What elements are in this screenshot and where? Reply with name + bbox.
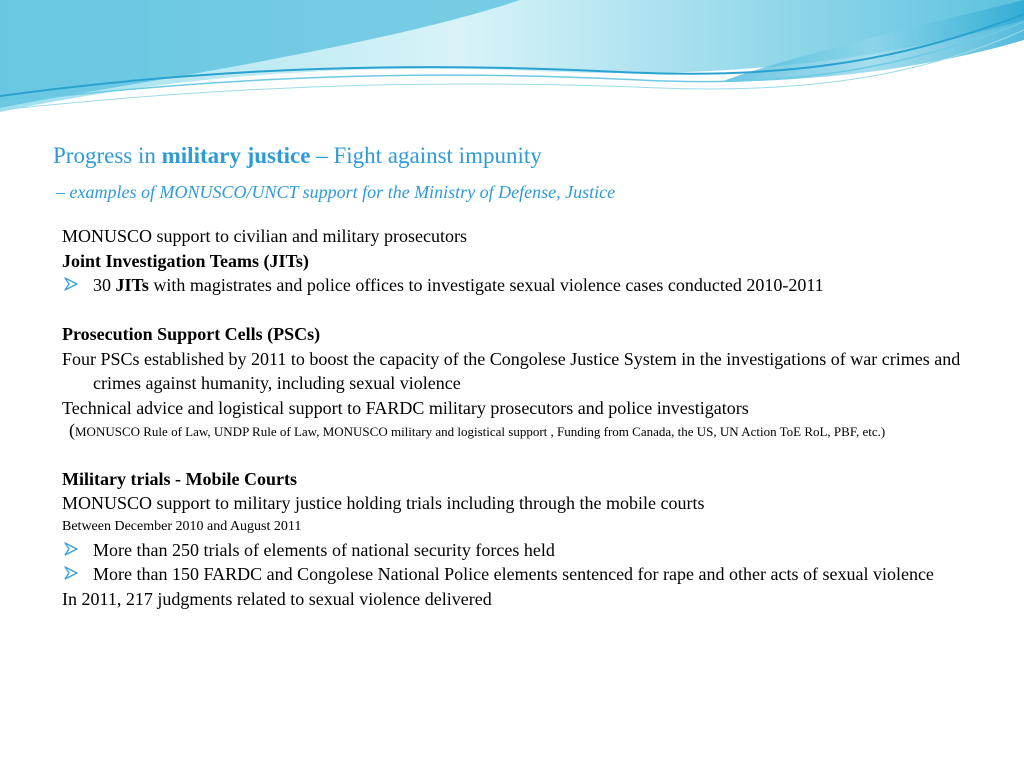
header-wave-decoration bbox=[0, 0, 1024, 125]
slide-subtitle: – examples of MONUSCO/UNCT support for the Ministry of Defense, Justice bbox=[56, 182, 616, 202]
bullet-item-trials-1 bbox=[62, 538, 962, 563]
note-open-paren: ( bbox=[69, 420, 75, 440]
text-line: Four PSCs established by 2011 to boost the capacity of the Congolese Justice System in the investigations of war crimes and crimes against humanity, including sexual violence bbox=[62, 348, 961, 393]
title-post: – Fight against impunity bbox=[310, 143, 542, 168]
title-bold: military justice bbox=[161, 143, 311, 168]
arrowhead-bullet-icon bbox=[64, 542, 78, 556]
note-text: MONUSCO Rule of Law, UNDP Rule of Law, MONUSCO military and logistical support , Funding from Canada, the US, UN Action ToE RoL, PBF, etc.) bbox=[75, 424, 886, 439]
slide-body bbox=[62, 224, 962, 611]
spacer bbox=[62, 298, 962, 323]
bullet-post: with magistrates and police offices to investigate sexual violence cases conducted 2010-2011 bbox=[148, 275, 824, 295]
section-heading-pscs: Prosecution Support Cells (PSCs) bbox=[62, 324, 321, 344]
title-pre: Progress in bbox=[53, 143, 162, 168]
arrowhead-bullet-icon bbox=[64, 277, 78, 291]
text-line: In 2011, 217 judgments related to sexual violence delivered bbox=[62, 588, 492, 609]
bullet-text: More than 250 trials of elements of national security forces held bbox=[93, 539, 555, 560]
text-line-small: Between December 2010 and August 2011 bbox=[62, 518, 302, 534]
arrowhead-bullet-icon bbox=[64, 566, 78, 580]
text-line: Technical advice and logistical support to FARDC military prosecutors and police investigators bbox=[62, 397, 749, 418]
bullet-text: More than 150 FARDC and Congolese National Police elements sentenced for rape and other acts of sexual violence bbox=[93, 564, 934, 584]
spacer bbox=[62, 442, 962, 467]
bullet-item-trials-2 bbox=[62, 562, 962, 587]
section-heading-trials: Military trials - Mobile Courts bbox=[62, 468, 297, 489]
text-line: MONUSCO support to military justice holding trials including through the mobile courts bbox=[62, 493, 705, 513]
section-heading-jits: Joint Investigation Teams (JITs) bbox=[62, 250, 309, 271]
bullet-bold: JITs bbox=[115, 275, 149, 295]
bullet-item-jits bbox=[62, 273, 962, 298]
slide-title bbox=[53, 143, 542, 169]
text-line: MONUSCO support to civilian and military prosecutors bbox=[62, 226, 467, 246]
funding-note bbox=[62, 420, 962, 442]
bullet-pre: 30 bbox=[93, 275, 116, 295]
